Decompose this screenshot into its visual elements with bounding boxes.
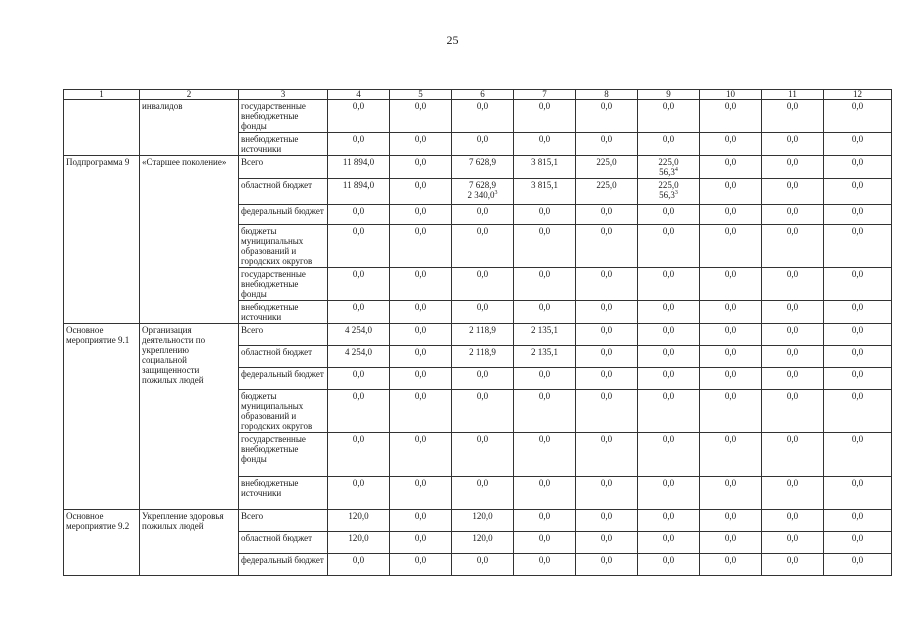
value-cell: 0,0 [638, 268, 700, 301]
value-cell: 4 254,0 [328, 324, 390, 346]
value-cell: 0,0 [762, 433, 824, 477]
value-cell: 0,0 [638, 346, 700, 368]
value-cell: 0,0 [452, 301, 514, 324]
value-cell: 0,0 [514, 477, 576, 510]
header-cell: 8 [576, 90, 638, 100]
budget-table [63, 89, 892, 576]
value-cell: 0,0 [762, 225, 824, 268]
value-cell: 0,0 [328, 554, 390, 576]
source-cell: внебюджетные источники [239, 133, 328, 156]
value-cell: 0,0 [576, 477, 638, 510]
value-cell: 0,0 [762, 133, 824, 156]
value-cell: 0,0 [390, 156, 452, 179]
value-cell: 11 894,0 [328, 179, 390, 205]
value-cell: 0,0 [328, 133, 390, 156]
value-secondary: 56,3 [659, 167, 675, 177]
title-cell: Организация деятельности по укреплению социальной защищенности пожилых людей [140, 324, 239, 510]
value-cell: 2 135,1 [514, 346, 576, 368]
table-row [64, 156, 892, 179]
value-cell: 0,0 [824, 179, 892, 205]
value-cell: 0,0 [390, 268, 452, 301]
value-cell: 4 254,0 [328, 346, 390, 368]
value-cell [638, 179, 700, 205]
header-cell: 7 [514, 90, 576, 100]
value-cell: 0,0 [390, 205, 452, 225]
value-cell: 0,0 [328, 268, 390, 301]
value-cell: 0,0 [576, 225, 638, 268]
source-cell: государственные внебюджетные фонды [239, 433, 328, 477]
value-cell: 0,0 [390, 477, 452, 510]
value-cell: 0,0 [390, 554, 452, 576]
table-row [64, 324, 892, 346]
value-cell: 11 894,0 [328, 156, 390, 179]
value-cell: 0,0 [762, 324, 824, 346]
value-cell: 0,0 [576, 554, 638, 576]
value-cell: 0,0 [576, 510, 638, 532]
source-cell: государственные внебюджетные фонды [239, 100, 328, 133]
source-cell: государственные внебюджетные фонды [239, 268, 328, 301]
value-cell: 0,0 [700, 179, 762, 205]
value-cell: 0,0 [700, 346, 762, 368]
value-cell: 0,0 [576, 100, 638, 133]
value-cell: 0,0 [762, 346, 824, 368]
value-cell: 0,0 [390, 390, 452, 433]
value-cell: 225,0 [576, 179, 638, 205]
header-cell: 2 [140, 90, 239, 100]
value-cell: 0,0 [824, 390, 892, 433]
source-cell: бюджеты муниципальных образований и городских округов [239, 225, 328, 268]
value-cell: 0,0 [328, 205, 390, 225]
value-cell: 0,0 [824, 268, 892, 301]
source-cell: областной бюджет [239, 532, 328, 554]
program-cell: Основное мероприятие 9.2 [64, 510, 140, 576]
value-cell: 0,0 [824, 133, 892, 156]
source-cell: Всего [239, 156, 328, 179]
value-cell: 0,0 [700, 510, 762, 532]
value-cell: 0,0 [762, 268, 824, 301]
value-cell: 0,0 [824, 477, 892, 510]
program-cell [64, 100, 140, 133]
value-cell: 0,0 [452, 100, 514, 133]
header-cell: 6 [452, 90, 514, 100]
value-cell: 0,0 [824, 156, 892, 179]
value-cell: 0,0 [390, 324, 452, 346]
value-cell: 0,0 [390, 433, 452, 477]
source-cell: областной бюджет [239, 179, 328, 205]
value-line-secondary [454, 190, 511, 200]
value-cell: 0,0 [452, 433, 514, 477]
value-cell: 120,0 [328, 510, 390, 532]
value-cell: 0,0 [452, 268, 514, 301]
value-cell: 0,0 [700, 268, 762, 301]
value-cell: 0,0 [762, 205, 824, 225]
value-cell: 0,0 [700, 156, 762, 179]
value-line: 7 628,9 [469, 180, 496, 190]
value-cell: 0,0 [514, 554, 576, 576]
header-cell: 12 [824, 90, 892, 100]
source-cell: бюджеты муниципальных образований и городских округов [239, 390, 328, 433]
value-cell: 0,0 [390, 301, 452, 324]
page-number: 25 [446, 33, 459, 47]
title-cell: инвалидов [140, 100, 239, 133]
value-cell: 0,0 [328, 368, 390, 390]
value-cell: 2 118,9 [452, 324, 514, 346]
value-cell: 0,0 [514, 133, 576, 156]
value-cell: 0,0 [576, 205, 638, 225]
value-cell: 0,0 [700, 324, 762, 346]
program-cell: Подпрограмма 9 [64, 156, 140, 324]
value-cell: 0,0 [700, 532, 762, 554]
value-cell: 0,0 [824, 225, 892, 268]
value-cell: 0,0 [824, 100, 892, 133]
value-cell: 0,0 [514, 532, 576, 554]
value-line-secondary [640, 167, 697, 177]
value-secondary: 2 340,0 [467, 190, 495, 200]
value-cell: 0,0 [328, 100, 390, 133]
value-cell: 0,0 [328, 477, 390, 510]
value-cell: 0,0 [452, 554, 514, 576]
value-cell: 0,0 [762, 301, 824, 324]
value-cell: 0,0 [824, 301, 892, 324]
value-cell: 2 135,1 [514, 324, 576, 346]
value-cell: 0,0 [390, 532, 452, 554]
value-cell: 0,0 [576, 346, 638, 368]
value-cell: 0,0 [762, 390, 824, 433]
source-cell: федеральный бюджет [239, 554, 328, 576]
value-cell: 0,0 [762, 368, 824, 390]
value-cell: 0,0 [452, 390, 514, 433]
value-cell: 0,0 [576, 390, 638, 433]
value-cell: 0,0 [762, 100, 824, 133]
value-cell: 0,0 [452, 133, 514, 156]
value-cell: 0,0 [824, 324, 892, 346]
value-cell: 0,0 [762, 510, 824, 532]
header-cell: 11 [762, 90, 824, 100]
source-cell: областной бюджет [239, 346, 328, 368]
value-cell: 0,0 [452, 205, 514, 225]
value-cell: 3 815,1 [514, 179, 576, 205]
value-cell: 0,0 [390, 179, 452, 205]
value-cell: 0,0 [576, 532, 638, 554]
source-cell: Всего [239, 510, 328, 532]
value-cell: 0,0 [762, 156, 824, 179]
value-cell: 0,0 [638, 368, 700, 390]
header-row [64, 90, 892, 100]
header-cell: 1 [64, 90, 140, 100]
value-cell: 0,0 [824, 433, 892, 477]
value-cell: 0,0 [514, 433, 576, 477]
value-cell: 0,0 [700, 554, 762, 576]
value-cell: 0,0 [514, 390, 576, 433]
value-cell: 0,0 [390, 368, 452, 390]
value-cell: 0,0 [390, 510, 452, 532]
source-cell: Всего [239, 324, 328, 346]
value-cell: 0,0 [700, 133, 762, 156]
value-cell: 0,0 [762, 532, 824, 554]
value-cell: 120,0 [452, 510, 514, 532]
source-cell: внебюджетные источники [239, 477, 328, 510]
value-cell: 0,0 [824, 554, 892, 576]
footnote-mark: 3 [494, 190, 498, 196]
value-cell: 0,0 [328, 225, 390, 268]
header-cell: 5 [390, 90, 452, 100]
source-cell: федеральный бюджет [239, 205, 328, 225]
title-cell: «Старшее поколение» [140, 156, 239, 324]
value-cell: 0,0 [452, 368, 514, 390]
value-cell: 0,0 [514, 205, 576, 225]
title-cell [140, 133, 239, 156]
value-cell: 3 815,1 [514, 156, 576, 179]
value-cell: 0,0 [700, 205, 762, 225]
value-cell: 0,0 [824, 346, 892, 368]
value-cell: 7 628,9 [452, 156, 514, 179]
value-cell: 0,0 [638, 477, 700, 510]
value-cell: 0,0 [514, 268, 576, 301]
value-line-secondary [640, 190, 697, 200]
source-cell: внебюджетные источники [239, 301, 328, 324]
value-cell: 0,0 [638, 324, 700, 346]
value-cell: 0,0 [638, 301, 700, 324]
value-cell: 0,0 [638, 100, 700, 133]
value-cell: 0,0 [762, 554, 824, 576]
value-cell [638, 156, 700, 179]
value-cell: 0,0 [824, 532, 892, 554]
footnote-mark: 4 [674, 167, 678, 173]
value-cell: 0,0 [762, 179, 824, 205]
table-row [64, 510, 892, 532]
value-cell: 0,0 [328, 390, 390, 433]
value-cell: 225,0 [576, 156, 638, 179]
value-cell: 0,0 [700, 390, 762, 433]
value-cell: 0,0 [638, 133, 700, 156]
value-cell: 0,0 [576, 368, 638, 390]
value-secondary: 56,3 [659, 190, 675, 200]
value-cell: 0,0 [700, 301, 762, 324]
value-cell: 0,0 [638, 205, 700, 225]
value-cell: 0,0 [514, 225, 576, 268]
table-row [64, 133, 892, 156]
header-cell: 10 [700, 90, 762, 100]
value-cell: 0,0 [638, 433, 700, 477]
title-cell: Укрепление здоровья пожилых людей [140, 510, 239, 576]
value-cell: 0,0 [328, 433, 390, 477]
value-cell: 0,0 [390, 100, 452, 133]
program-cell [64, 133, 140, 156]
value-cell: 0,0 [638, 225, 700, 268]
value-cell: 120,0 [328, 532, 390, 554]
value-cell: 0,0 [824, 510, 892, 532]
value-cell: 0,0 [452, 225, 514, 268]
value-cell [452, 179, 514, 205]
program-cell: Основное мероприятие 9.1 [64, 324, 140, 510]
value-cell: 0,0 [576, 301, 638, 324]
value-cell: 0,0 [576, 324, 638, 346]
value-cell: 0,0 [514, 301, 576, 324]
value-cell: 0,0 [762, 477, 824, 510]
value-cell: 0,0 [824, 368, 892, 390]
value-cell: 0,0 [576, 268, 638, 301]
header-cell: 3 [239, 90, 328, 100]
value-cell: 0,0 [328, 301, 390, 324]
value-cell: 0,0 [638, 390, 700, 433]
value-cell: 0,0 [638, 532, 700, 554]
value-cell: 0,0 [514, 100, 576, 133]
value-cell: 0,0 [514, 510, 576, 532]
value-cell: 0,0 [700, 433, 762, 477]
header-cell: 4 [328, 90, 390, 100]
budget-table-container [63, 89, 891, 576]
table-row [64, 100, 892, 133]
value-cell: 0,0 [700, 477, 762, 510]
value-cell: 0,0 [700, 100, 762, 133]
value-cell: 0,0 [514, 368, 576, 390]
value-cell: 2 118,9 [452, 346, 514, 368]
value-cell: 0,0 [700, 225, 762, 268]
value-cell: 0,0 [390, 346, 452, 368]
value-cell: 0,0 [824, 205, 892, 225]
value-cell: 0,0 [638, 554, 700, 576]
value-cell: 0,0 [452, 477, 514, 510]
source-cell: федеральный бюджет [239, 368, 328, 390]
value-cell: 120,0 [452, 532, 514, 554]
value-line: 225,0 [658, 180, 679, 190]
value-cell: 0,0 [700, 368, 762, 390]
value-cell: 0,0 [576, 133, 638, 156]
value-cell: 0,0 [638, 510, 700, 532]
value-cell: 0,0 [390, 133, 452, 156]
value-line: 225,0 [658, 157, 679, 167]
header-cell: 9 [638, 90, 700, 100]
value-cell: 0,0 [576, 433, 638, 477]
value-cell: 0,0 [390, 225, 452, 268]
footnote-mark: 3 [674, 190, 678, 196]
